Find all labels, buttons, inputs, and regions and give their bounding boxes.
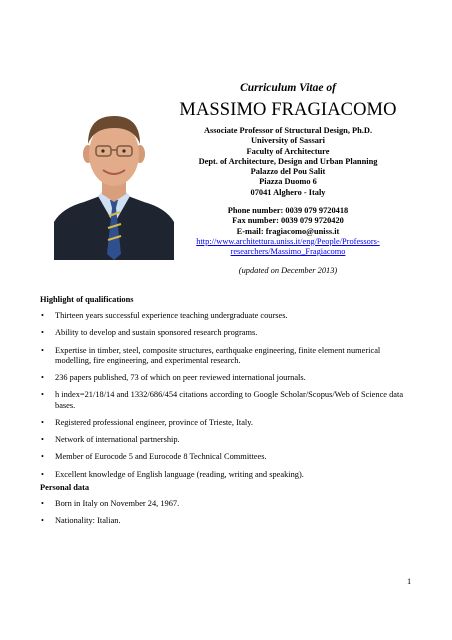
- bullet-icon: •: [41, 435, 44, 445]
- list-item: • Nationality: Italian.: [41, 516, 121, 526]
- contact-block: [170, 206, 406, 237]
- position-title: Associate Professor of Structural Design, Ph.D.: [203, 126, 373, 135]
- bullet-icon: •: [41, 390, 44, 400]
- cv-header: [170, 82, 406, 276]
- list-item: • Expertise in timber, steel, composite structures, earthquake engineering, finite element numerical modelling, fire engineering, and experimental research.: [41, 345, 381, 365]
- bullet-icon: •: [41, 452, 44, 462]
- phone-number: Phone number: 0039 079 9720418: [227, 206, 349, 216]
- building: Palazzo del Pou Salit: [250, 167, 326, 177]
- profile-link[interactable]: [170, 237, 406, 257]
- list-item: • h index=21/18/14 and 1332/686/454 citations according to Google Scholar/Scopus/Web of Science data bases.: [41, 390, 404, 410]
- highlights-heading: Highlight of qualifications: [40, 295, 134, 304]
- street-address: Piazza Duomo 6: [259, 177, 317, 187]
- personal-data-list: [40, 499, 415, 534]
- profile-link-line2: researchers/Massimo_Fragiacomo: [230, 247, 346, 257]
- bullet-icon: •: [41, 469, 44, 479]
- affiliation-block: [170, 126, 406, 198]
- bullet-icon: •: [41, 311, 44, 320]
- university: University of Sassari: [251, 136, 325, 146]
- person-name: MASSIMO FRAGIACOMO: [179, 100, 397, 120]
- department: Dept. of Architecture, Design and Urban Planning: [198, 156, 378, 166]
- updated-date: (updated on December 2013): [238, 266, 338, 276]
- page-number: 1: [407, 577, 412, 586]
- list-item: • Ability to develop and sustain sponsored research programs.: [41, 328, 258, 338]
- cv-title: Curriculum Vitae of: [240, 82, 336, 94]
- city: 07041 Alghero - Italy: [250, 187, 326, 197]
- highlights-list: [40, 311, 415, 487]
- email-address: E-mail: fragiacomo@uniss.it: [236, 226, 340, 236]
- bullet-icon: •: [41, 345, 44, 355]
- list-item: • Born in Italy on November 24, 1967.: [41, 499, 180, 508]
- portrait-image: [54, 104, 174, 260]
- bullet-icon: •: [41, 499, 44, 508]
- list-item: • 236 papers published, 73 of which on peer reviewed international journals.: [41, 373, 306, 383]
- list-item: • Excellent knowledge of English language (reading, writing and speaking).: [41, 469, 304, 479]
- bullet-icon: •: [41, 417, 44, 427]
- bullet-icon: •: [41, 373, 44, 383]
- fax-number: Fax number: 0039 079 9720420: [232, 216, 344, 226]
- profile-link-line1: http://www.architettura.uniss.it/eng/People/Professors-: [196, 236, 380, 246]
- faculty: Faculty of Architecture: [246, 146, 330, 156]
- list-item: • Member of Eurocode 5 and Eurocode 8 Technical Committees.: [41, 452, 267, 462]
- personal-data-heading: Personal data: [40, 483, 90, 492]
- list-item: • Thirteen years successful experience teaching undergraduate courses.: [41, 311, 288, 320]
- bullet-icon: •: [41, 516, 44, 526]
- bullet-icon: •: [41, 328, 44, 338]
- list-item: • Registered professional engineer, province of Trieste, Italy.: [41, 417, 253, 427]
- portrait-photo: [54, 104, 174, 260]
- list-item: • Network of international partnership.: [41, 435, 180, 445]
